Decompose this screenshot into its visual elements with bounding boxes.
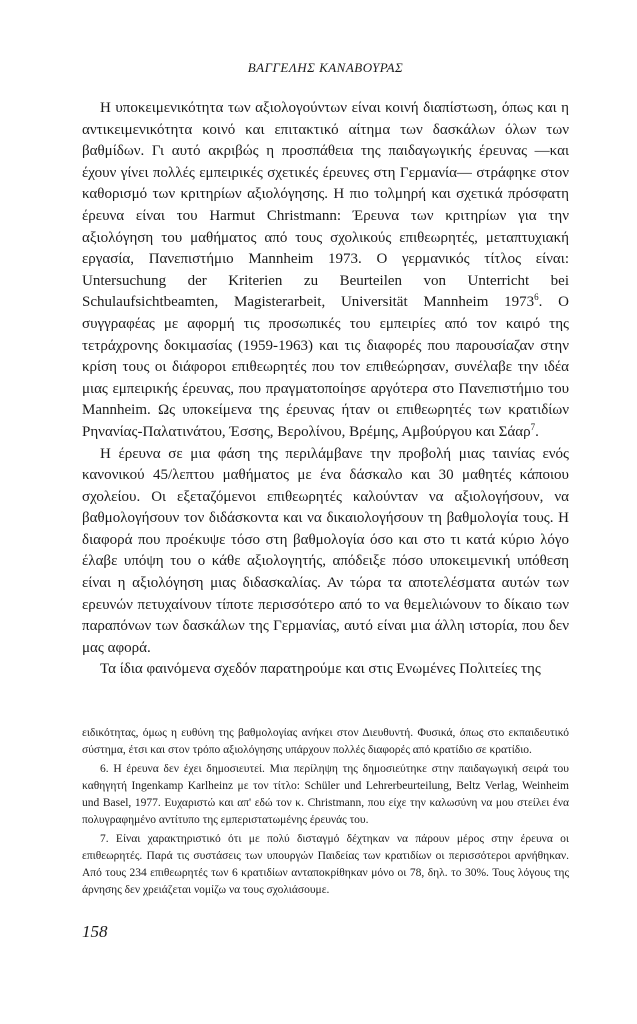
paragraph-1-text-a: Η υποκειμενικότητα των αξιολογούντων είναι κοινή διαπίστωση, όπως και η αντικειμενικότητα κοινό και επιτακτικό αίτημα των δασκάλων όλων των βαθμίδων. Γι αυτό ακριβώς η προσπάθεια της παιδαγωγικής έρευνας —και έχουν γίνει πολλές εμπειρικές σχετικές έρευνες στη Γερμανία— στράφηκε στον καθορισμό των κριτηρίων αξιολόγησης. Η πιο τολμηρή και σχετικά πρόσφατη έρευνα είναι του Harmut Christmann: Έρευνα των κριτηρίων για την αξιολόγηση του μαθήματος από τους σχολικούς επιθεωρητές, μεταπτυχιακή εργασία, Πανεπιστήμιο Mannheim 1973. Ο γερμανικός τίτλος είναι: Untersuchung der Kriterien zu Beurteilen von Unterricht bei Schulaufsichtbeamten, Magisterarbeit, Universität Mannheim 1973 bbox=[82, 100, 569, 311]
book-page bbox=[82, 60, 569, 990]
footnote-ref-7: 7 bbox=[530, 421, 536, 432]
page-number: 158 bbox=[82, 922, 108, 941]
paragraph-1-text-b: . Ο συγγραφέας με αφορμή τις προσωπικές του εμπειρίες από τον καιρό της τετράχρονης δοκιμασίας (1959-1963) και τις διαφορές που παρουσίαζαν στην κρίση τους οι διάφοροι επιθεωρητές που τον επιθεώρησαν, συνέλαβε την ιδέα μιας εμπειρικής έρευνας, που πραγματοποίησε αργότερα στο Πανεπιστήμιο του Mannheim. Ως υποκείμενα της έρευνας ήταν οι επιθεωρητές των κρατιδίων Ρηνανίας-Παλατινάτου, Έσσης, Βερολίνου, Βρέμης, Αμβούργου και Σάαρ bbox=[82, 294, 569, 440]
paragraph-1-text-c: . bbox=[535, 423, 539, 440]
paragraph-2: Η έρευνα σε μια φάση της περιλάμβανε την προβολή μιας ταινίας ενός κανονικού 45/λεπτου μαθήματος με ένα δάσκαλο και 30 μαθητές κάποιου σχολείου. Οι εξεταζόμενοι επιθεωρητές καλούνταν να αξιολογήσουν, να βαθμολογήσουν τον διδάσκοντα και να δικαιολογήσουν τη βαθμολογία τους. Η διαφορά που προέκυψε τόσο στη βαθμολογία όσο και στο τι κατά κύριο λόγο έλαβε υπόψη του ο κάθε αξιολογητής, απόδειξε πόσο υποκειμενική υπόθεση είναι η αξιολόγηση μιας διδασκαλίας. Αν τώρα τα αποτελέσματα αυτών των ερευνών πετυχαίνουν τίποτε περισσότερο από το να θεμελιώνουν το δίκαιο των παραπόνων των δασκάλων της Γερμανίας, αυτό είναι μια άλλη ιστορία, που δεν μας αφορά. bbox=[82, 445, 569, 656]
main-text bbox=[82, 98, 569, 681]
paragraph-3: Τα ίδια φαινόμενα σχεδόν παρατηρούμε και στις Ενωμένες Πολιτείες της bbox=[100, 661, 541, 678]
running-head: ΒΑΓΓΕΛΗΣ ΚΑΝΑΒΟΥΡΑΣ bbox=[247, 60, 404, 75]
paragraph-1 bbox=[82, 98, 569, 444]
footnote-continuation: ειδικότητας, όμως η ευθύνη της βαθμολογίας ανήκει στον Διευθυντή. Φυσικά, όπως στο εκπαιδευτικό σύστημα, έτσι και στον τρόπο αξιολόγησης υπάρχουν πολλές διαφορές από κρατίδιο σε κρατίδιο. bbox=[82, 727, 569, 757]
footnotes bbox=[82, 725, 569, 899]
footnote-7: 7. Είναι χαρακτηριστικό ότι με πολύ δισταγμό δέχτηκαν να πάρουν μέρος στην έρευνα οι επιθεωρητές. Παρά τις συστάσεις των υπουργών Παιδείας των κρατιδίων οι περισσότεροι αρνήθηκαν. Από τους 234 επιθεωρητές των 6 κρατιδίων ανταποκρίθηκαν μόνο οι 78, δηλ. το 30%. Τους λόγους της άρνησης δεν χρειάζεται νομίζω να τους σχολιάσουμε. bbox=[82, 833, 569, 897]
footnote-6: 6. Η έρευνα δεν έχει δημοσιευτεί. Μια περίληψη της δημοσιεύτηκε στην παιδαγωγική σειρά του καθηγητή Ingenkamp Karlheinz με τον τίτλο: Schüler und Lehrerbeurteilung, Beltz Verlag, Weinheim und Basel, 1977. Ευχαριστώ και απ' εδώ τον κ. Christmann, που είχε την καλωσύνη να μου στείλει ένα πολυγραφημένο αντίτυπο της εμπεριστατωμένης έρευνάς του. bbox=[82, 763, 569, 827]
footnote-ref-6: 6 bbox=[534, 292, 539, 303]
